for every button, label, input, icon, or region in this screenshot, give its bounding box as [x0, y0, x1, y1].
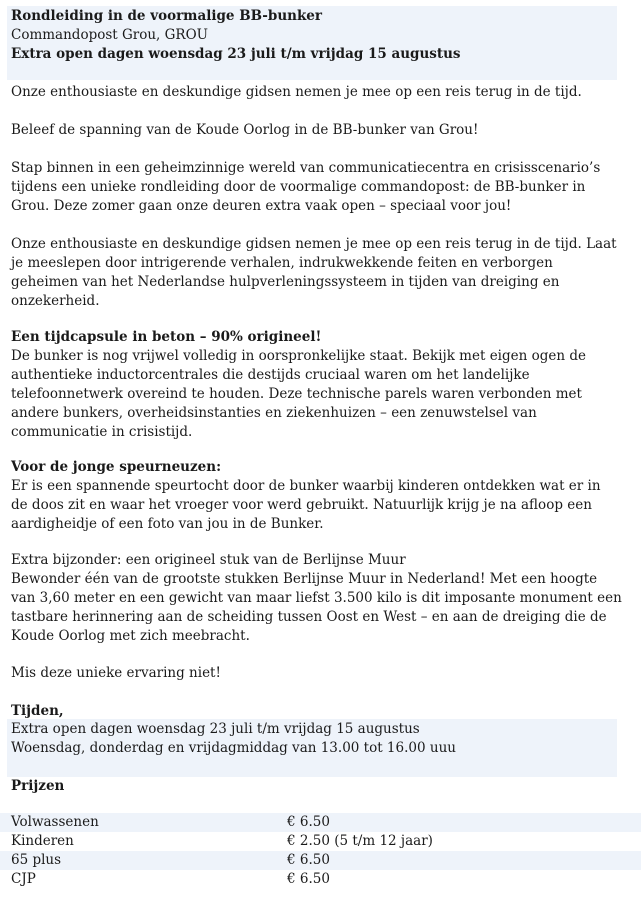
section-heading: Een tijdcapsule in beton – 90% origineel!: [11, 329, 322, 345]
times-section: [11, 720, 616, 758]
text-line: Er is een spannende speurtocht door de bunker waarbij kinderen ontdekken wat er in: [11, 478, 601, 494]
text-line: Grou. Deze zomer gaan onze deuren extra vaak open – speciaal voor jou!: [11, 198, 512, 214]
text-line: Extra open dagen woensdag 23 juli t/m vrijdag 15 augustus: [11, 721, 420, 737]
prices-heading: Prijzen: [11, 778, 65, 794]
step-inside-paragraph: [11, 159, 616, 216]
text-line: tijdens een unieke rondleiding door de voormalige commandopost: de BB-bunker in: [11, 179, 586, 195]
text-line: Onze enthousiaste en deskundige gidsen nemen je mee op een reis terug in de tijd. Laat: [11, 236, 617, 252]
text-line: geheimen van het Nederlandse hulpverleningssysteem in tijden van dreiging en: [11, 274, 560, 290]
price-row: [0, 832, 641, 851]
price-value: € 2.50 (5 t/m 12 jaar): [287, 833, 433, 849]
location-line: Commandopost Grou, GROU: [11, 27, 209, 43]
text-line: je meeslepen door intrigerende verhalen, indrukwekkende feiten en verborgen: [11, 255, 553, 271]
kids-section: [11, 458, 616, 534]
closing-line: [11, 664, 616, 683]
price-table: [0, 813, 641, 889]
text-line: Bewonder één van de grootste stukken Berlijnse Muur in Nederland! Met een hoogte: [11, 571, 598, 587]
text-line: tastbare herinnering aan de scheiding tussen Oost en West – en aan de dreiging die de: [11, 609, 607, 625]
text-line: Mis deze unieke ervaring niet!: [11, 665, 221, 681]
times-heading: Tijden,: [11, 703, 64, 719]
price-row: [0, 870, 641, 889]
text-line: Koude Oorlog met zich meebracht.: [11, 628, 250, 644]
price-value: € 6.50: [287, 852, 330, 868]
text-line: communicatie in crisistijd.: [11, 424, 193, 440]
text-line: van 3,60 meter en een gewicht van maar liefst 3.500 kilo is dit imposante monument een: [11, 590, 622, 606]
price-label: Kinderen: [11, 833, 74, 849]
berlin-wall-section: [11, 551, 622, 646]
text-line: onzekerheid.: [11, 293, 100, 309]
text-line: De bunker is nog vrijwel volledig in oorspronkelijke staat. Bekijk met eigen ogen de: [11, 348, 586, 364]
price-value: € 6.50: [287, 814, 330, 830]
intro-paragraph: [11, 83, 616, 102]
text-line: Extra bijzonder: een origineel stuk van de Berlijnse Muur: [11, 552, 406, 568]
text-line: Stap binnen in een geheimzinnige wereld van communicatiecentra en crisisscenario’s: [11, 160, 601, 176]
price-row: [0, 851, 641, 870]
text-line: andere bunkers, overheidsinstanties en ziekenhuizen – een zenuwstelsel van: [11, 405, 537, 421]
text-line: telefoonnetwerk overeind te houden. Deze technische parels waren verbonden met: [11, 386, 582, 402]
text-line: aardigheidje of een foto van jou in de Bunker.: [11, 516, 324, 532]
price-label: CJP: [11, 871, 36, 887]
text-line: Woensdag, donderdag en vrijdagmiddag van 13.00 tot 16.00 uuu: [11, 740, 456, 756]
text-line: de doos zit en waar het vroeger voor werd gebruikt. Natuurlijk krijg je na afloop een: [11, 497, 592, 513]
dates-line: Extra open dagen woensdag 23 juli t/m vrijdag 15 augustus: [11, 46, 461, 62]
time-capsule-section: [11, 328, 616, 442]
text-line: Beleef de spanning van de Koude Oorlog in de BB-bunker van Grou!: [11, 122, 479, 138]
price-label: Volwassenen: [11, 814, 99, 830]
guides-paragraph: [11, 235, 616, 311]
text-line: Onze enthousiaste en deskundige gidsen nemen je mee op een reis terug in de tijd.: [11, 84, 582, 100]
price-row: [0, 813, 641, 832]
cold-war-paragraph: [11, 121, 616, 140]
text-line: authentieke inductorcentrales die destijds cruciaal waren om het landelijke: [11, 367, 530, 383]
price-value: € 6.50: [287, 871, 330, 887]
section-heading: Voor de jonge speurneuzen:: [11, 459, 222, 475]
page-title: Rondleiding in de voormalige BB-bunker: [11, 8, 323, 24]
price-label: 65 plus: [11, 852, 62, 868]
